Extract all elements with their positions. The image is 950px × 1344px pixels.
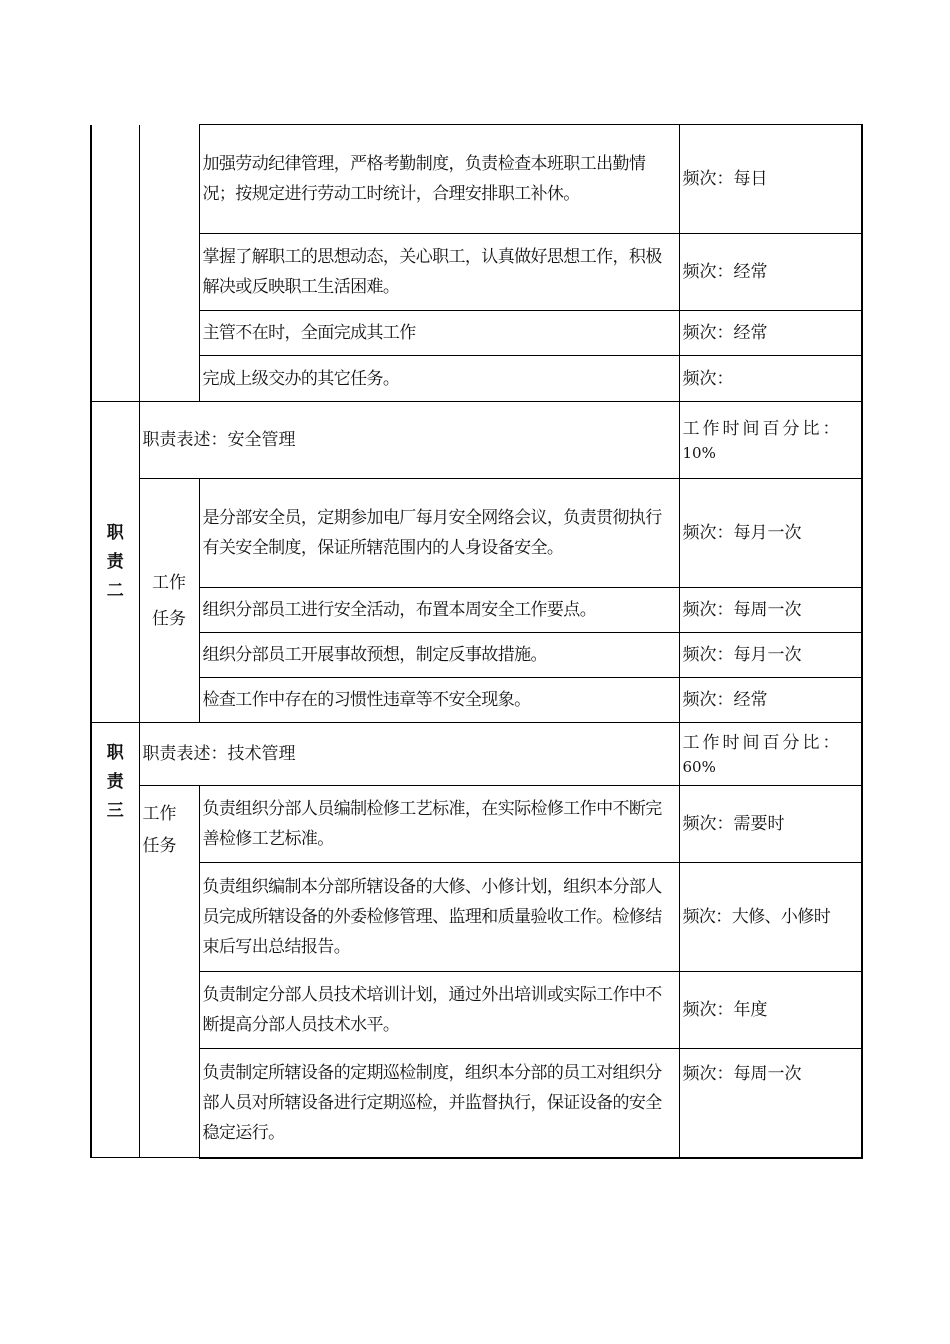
task-text: 是分部安全员，定期参加电厂每月安全网络会议，负责贯彻执行有关安全制度，保证所辖范围内的人身设备安全。 xyxy=(199,479,679,588)
table-row xyxy=(91,479,862,588)
task-frequency: 频次：每周一次 xyxy=(679,588,862,633)
task-frequency: 频次：经常 xyxy=(679,678,862,723)
task-text: 负责组织编制本分部所辖设备的大修、小修计划，组织本分部人员完成所辖设备的外委检修管理、监理和质量验收工作。检修结束后写出总结报告。 xyxy=(199,863,679,972)
section2-percentage xyxy=(679,402,862,479)
percentage-label: 工作时间百分比： xyxy=(682,733,843,753)
percentage-value: 10% xyxy=(682,444,716,462)
task-text: 主管不在时，全面完成其工作 xyxy=(199,311,679,356)
table-row xyxy=(91,863,862,972)
sub-label-line: 工作 xyxy=(142,804,177,824)
task-text: 负责组织分部人员编制检修工艺标准，在实际检修工作中不断完善检修工艺标准。 xyxy=(199,786,679,863)
percentage-label: 工作时间百分比： xyxy=(682,419,843,439)
table-row xyxy=(91,972,862,1049)
table-row xyxy=(91,311,862,356)
sub-label-line: 任务 xyxy=(142,836,177,856)
section3-label-char: 职 xyxy=(106,743,124,763)
section3-label xyxy=(91,723,139,1158)
section2-label-char: 责 xyxy=(106,551,124,572)
section3-label-char: 三 xyxy=(106,801,124,821)
table-row xyxy=(91,125,862,234)
task-frequency: 频次：经常 xyxy=(679,234,862,311)
task-frequency: 频次：每月一次 xyxy=(679,633,862,678)
responsibility-document xyxy=(90,124,861,1159)
section2-label xyxy=(91,402,139,723)
table-row xyxy=(91,678,862,723)
table-row xyxy=(91,356,862,402)
task-frequency: 频次： xyxy=(679,356,862,402)
task-text: 组织分部员工开展事故预想，制定反事故措施。 xyxy=(199,633,679,678)
task-frequency: 频次：每日 xyxy=(679,125,862,234)
table-row xyxy=(91,1049,862,1158)
task-frequency: 频次：大修、小修时 xyxy=(679,863,862,972)
task-text: 负责制定分部人员技术培训计划，通过外出培训或实际工作中不断提高分部人员技术水平。 xyxy=(199,972,679,1049)
task-frequency: 频次：每月一次 xyxy=(679,479,862,588)
section3-label-char: 责 xyxy=(106,772,124,792)
sub-label-line: 任务 xyxy=(152,608,186,629)
task-frequency: 频次：需要时 xyxy=(679,786,862,863)
table-row xyxy=(91,588,862,633)
section3-sub-label xyxy=(139,786,199,1158)
table-row xyxy=(91,723,862,786)
table-row xyxy=(91,234,862,311)
task-text: 加强劳动纪律管理，严格考勤制度，负责检查本班职工出勤情况；按规定进行劳动工时统计，合理安排职工补休。 xyxy=(199,125,679,234)
section3-description: 职责表述：技术管理 xyxy=(139,723,679,786)
prev-sub-cell xyxy=(139,125,199,402)
task-text: 检查工作中存在的习惯性违章等不安全现象。 xyxy=(199,678,679,723)
section2-label-char: 职 xyxy=(106,522,124,543)
task-text: 负责制定所辖设备的定期巡检制度，组织本分部的员工对组织分部人员对所辖设备进行定期巡检，并监督执行，保证设备的安全稳定运行。 xyxy=(199,1049,679,1158)
percentage-value: 60% xyxy=(682,758,716,776)
section2-label-char: 二 xyxy=(106,580,124,601)
sub-label-line: 工作 xyxy=(152,572,186,593)
task-frequency: 频次：年度 xyxy=(679,972,862,1049)
task-text: 掌握了解职工的思想动态，关心职工，认真做好思想工作，积极解决或反映职工生活困难。 xyxy=(199,234,679,311)
prev-label-cell xyxy=(91,125,139,402)
task-text: 完成上级交办的其它任务。 xyxy=(199,356,679,402)
task-frequency: 频次：经常 xyxy=(679,311,862,356)
section3-percentage xyxy=(679,723,862,786)
table-row xyxy=(91,402,862,479)
responsibility-table xyxy=(90,124,863,1159)
task-text: 组织分部员工进行安全活动，布置本周安全工作要点。 xyxy=(199,588,679,633)
section2-description: 职责表述：安全管理 xyxy=(139,402,679,479)
section2-sub-label xyxy=(139,479,199,723)
task-frequency: 频次：每周一次 xyxy=(679,1049,862,1158)
table-row xyxy=(91,786,862,863)
table-row xyxy=(91,633,862,678)
